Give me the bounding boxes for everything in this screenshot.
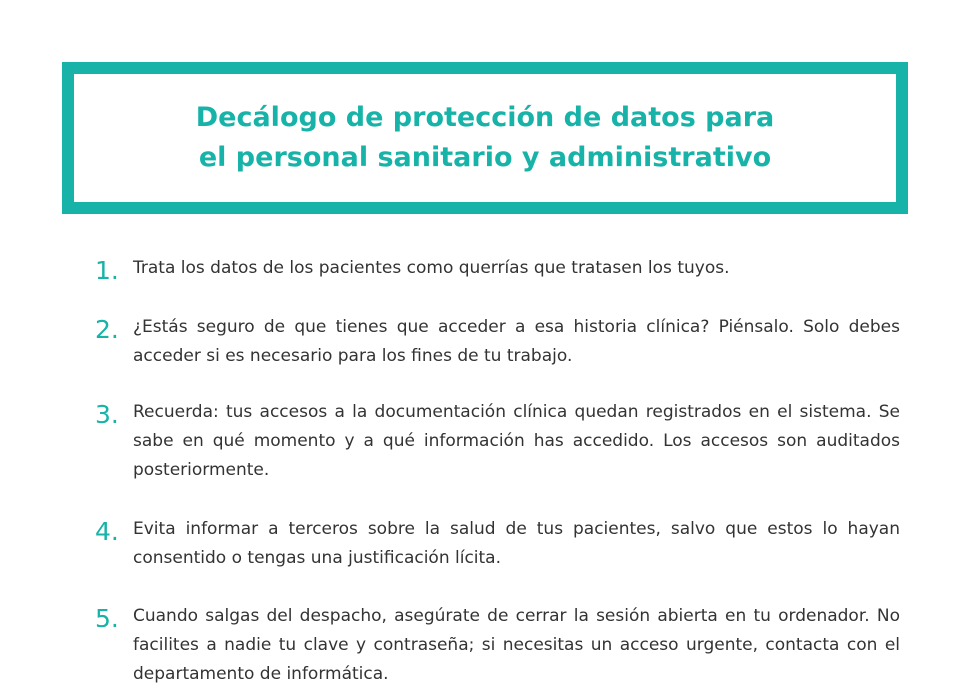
- item-text: Trata los datos de los pacientes como querrías que tratasen los tuyos.: [133, 258, 730, 278]
- list-item-4: [95, 515, 900, 573]
- item-number: 3.: [95, 400, 119, 429]
- item-text: Cuando salgas del despacho, asegúrate de cerrar la sesión abierta en tu ordenador. No facilites a nadie tu clave y contraseña; si necesitas un acceso urgente, contacta con el departamento de informática.: [133, 606, 900, 684]
- item-text: ¿Estás seguro de que tienes que acceder a esa historia clínica? Piénsalo. Solo debes acceder si es necesario para los fines de tu trabajo.: [133, 317, 900, 366]
- item-number: 2.: [95, 315, 119, 344]
- item-text: Evita informar a terceros sobre la salud de tus pacientes, salvo que estos lo hayan consentido o tengas una justificación lícita.: [133, 519, 900, 568]
- list-item-1: [95, 254, 900, 285]
- item-text: Recuerda: tus accesos a la documentación clínica quedan registrados en el sistema. Se sabe en qué momento y a qué información has accedido. Los accesos son auditados posteriormente.: [133, 402, 900, 480]
- list-item-3: [95, 398, 900, 485]
- title-line-2: el personal sanitario y administrativo: [198, 142, 772, 173]
- title-box: [62, 62, 908, 214]
- title-line-1: Decálogo de protección de datos para: [195, 102, 775, 133]
- list-item-5: [95, 602, 900, 689]
- item-number: 4.: [95, 517, 119, 546]
- item-number: 5.: [95, 604, 119, 633]
- item-number: 1.: [95, 256, 119, 285]
- list-item-2: [95, 313, 900, 371]
